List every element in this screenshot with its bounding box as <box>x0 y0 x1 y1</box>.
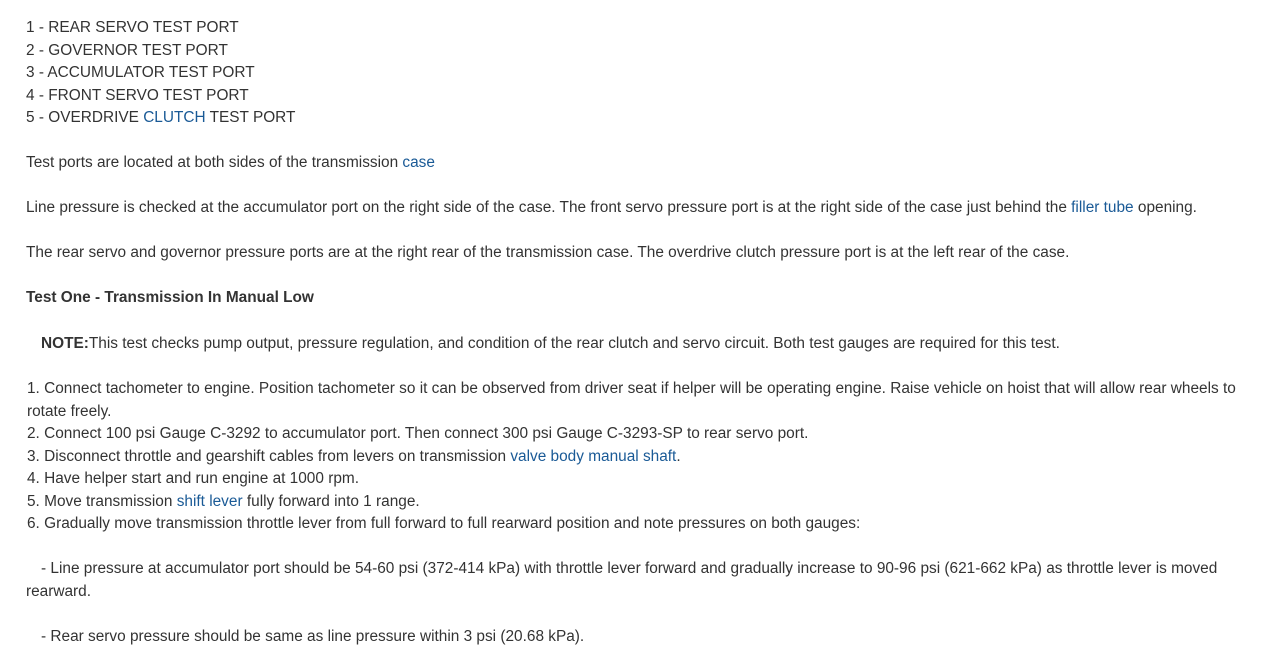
legend-item: 1 - REAR SERVO TEST PORT <box>26 19 239 36</box>
port-legend <box>26 17 1266 130</box>
step-number: 2. <box>27 425 40 442</box>
step-number: 1. <box>27 380 40 397</box>
legend-item: 2 - GOVERNOR TEST PORT <box>26 41 228 59</box>
step-text-suffix: . <box>676 447 681 465</box>
note-text: This test checks pump output, pressure regulation, and condition of the rear clutch and servo circuit. Both test gauges are required for this test. <box>88 335 1060 352</box>
clutch-link[interactable]: CLUTCH <box>143 109 206 126</box>
legend-number: 4 <box>26 86 35 104</box>
procedure-step <box>26 378 1266 423</box>
legend-item: 4 - FRONT SERVO TEST PORT <box>26 86 249 104</box>
note-paragraph <box>26 332 1266 356</box>
step-number: 5. <box>27 492 40 510</box>
line-pressure-paragraph <box>26 197 1266 220</box>
procedure-step <box>26 468 1266 491</box>
step-text: Have helper start and run engine at 1000 rpm. <box>44 470 359 487</box>
procedure-step <box>26 491 1266 514</box>
shift-lever-link[interactable]: shift lever <box>176 492 243 510</box>
procedure-step <box>26 446 1266 469</box>
step-text: Connect tachometer to engine. Position tachometer so it can be observed from driver seat if helper will be operating engine. Raise vehicle on hoist that will allow rear wheels to rotate freely. <box>27 380 1236 420</box>
step-number: 6. <box>27 515 40 532</box>
pressure-bullet <box>26 626 1266 649</box>
case-link[interactable]: case <box>402 154 435 171</box>
legend-number: 3 <box>26 64 35 81</box>
legend-text: FRONT SERVO TEST PORT <box>48 86 249 104</box>
servo-ports-paragraph: The rear servo and governor pressure ports are at the right rear of the transmission case. The overdrive clutch pressure port is at the left rear of the case. <box>26 244 1070 261</box>
legend-item: 3 - ACCUMULATOR TEST PORT <box>26 64 255 81</box>
procedure-step <box>26 423 1266 446</box>
paragraph-text: Line pressure is checked at the accumulator port on the right side of the case. The front servo pressure port is at the right side of the case just behind the <box>26 199 1072 216</box>
procedure-step <box>26 513 1266 536</box>
legend-text: OVERDRIVE <box>48 109 144 126</box>
procedure-steps <box>26 378 1266 536</box>
legend-item: 5 - OVERDRIVE CLUTCH TEST PORT <box>26 109 296 126</box>
section-heading: Test One - Transmission In Manual Low <box>26 289 314 306</box>
step-text: Move transmission <box>44 492 177 510</box>
paragraph-text-suffix: opening. <box>1133 199 1197 216</box>
step-text-suffix: fully forward into 1 range. <box>242 492 420 510</box>
step-number: 3. <box>27 447 40 465</box>
legend-text: REAR SERVO TEST PORT <box>48 19 239 36</box>
step-text: Disconnect throttle and gearshift cables from levers on transmission <box>44 447 511 465</box>
bullet-text: - Line pressure at accumulator port should be 54-60 psi (372-414 kPa) with throttle lever forward and gradually increase to 90-96 psi (621-662 kPa) as throttle lever is moved rearward. <box>26 560 1218 600</box>
step-text: Connect 100 psi Gauge C-3292 to accumulator port. Then connect 300 psi Gauge C-3293-SP to rear servo port. <box>44 425 809 442</box>
legend-number: 2 <box>26 41 35 59</box>
valve-body-manual-shaft-link[interactable]: valve body manual shaft <box>510 447 677 465</box>
paragraph-text: Test ports are located at both sides of the transmission <box>26 154 403 171</box>
note-label: NOTE: <box>41 335 89 352</box>
document-body <box>26 17 1266 648</box>
test-ports-paragraph <box>26 152 1266 175</box>
bullet-text: - Rear servo pressure should be same as line pressure within 3 psi (20.68 kPa). <box>41 627 585 645</box>
legend-text: GOVERNOR TEST PORT <box>48 41 228 59</box>
legend-text-suffix: TEST PORT <box>205 109 296 126</box>
legend-number: 5 <box>26 109 35 126</box>
step-number: 4. <box>27 470 40 487</box>
legend-number: 1 <box>26 19 35 36</box>
legend-text: ACCUMULATOR TEST PORT <box>47 64 255 81</box>
filler-tube-link[interactable]: filler tube <box>1071 199 1134 216</box>
step-text: Gradually move transmission throttle lever from full forward to full rearward position and note pressures on both gauges: <box>44 515 861 532</box>
pressure-bullet <box>26 558 1266 603</box>
